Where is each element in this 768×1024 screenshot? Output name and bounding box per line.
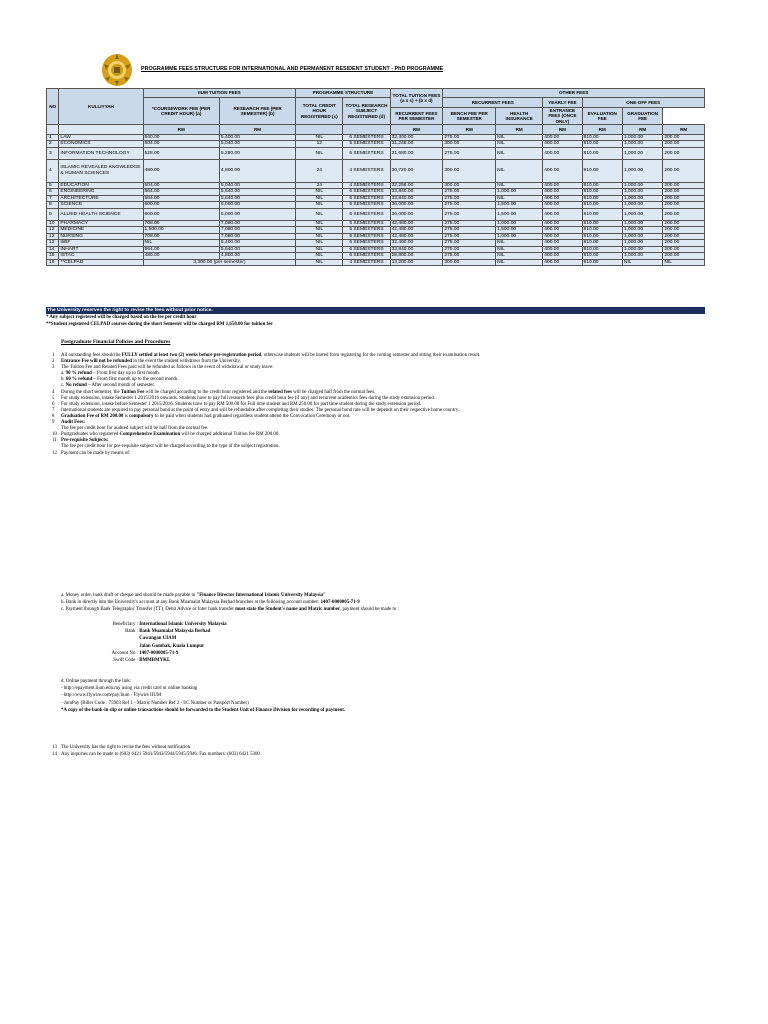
cell-no: 10 (47, 220, 59, 227)
cell-health: 400.00 (543, 134, 582, 141)
cell-coursework-fee: 708.00 (143, 220, 219, 227)
cell-credit-hour: NIL (296, 195, 343, 202)
cell-graduation: 200.00 (663, 227, 705, 234)
cell-research-fee: 5,640.00 (219, 189, 295, 196)
cell-graduation: 200.00 (663, 253, 705, 260)
cell-bench: NIL (496, 134, 543, 141)
policy-item-text: The fee per credit hour for pre-requisite subject will be charged according to the type of the subject registration. (61, 444, 280, 450)
notice-banner: The University reserves the right to revise the fees without prior notice. (46, 307, 705, 314)
cell-bench: NIL (496, 240, 543, 247)
cell-health: 400.00 (543, 227, 582, 234)
cell-recurrent: 300.00 (443, 141, 496, 148)
col-header-credit-hour: TOTAL CREDIT HOUR REGISTERED (c) (296, 98, 343, 125)
cell-health: 400.00 (543, 141, 582, 148)
table-row (47, 259, 705, 266)
cell-kulliyyah: ARCHITECTURE (59, 195, 143, 202)
cell-recurrent: 275.00 (443, 240, 496, 247)
cell-recurrent: 275.00 (443, 220, 496, 227)
currency-label: RM (496, 124, 543, 134)
cell-evaluation: 1,000.00 (622, 233, 662, 240)
cell-kulliyyah: LAW (59, 134, 143, 141)
university-crest-icon (100, 50, 134, 88)
cell-health: 400.00 (543, 220, 582, 227)
col-header-graduation: GRADUATION FEE (622, 108, 662, 125)
cell-graduation: 200.00 (663, 246, 705, 253)
cell-no: 7 (47, 195, 59, 202)
cell-total-tuition: 36,000.00 (390, 202, 443, 209)
cell-tuition-combined: 3,300.00 (per semester) (143, 259, 296, 266)
col-header-research: RESEARCH FEE (PER SEMESTER) (b) (219, 98, 295, 125)
policy-item: 1 All outstanding fees should be FULLY settled at least two (2) weeks before pre-registration period, otherwise students will be barred from registering for the coming semester and sitting their examination result. (52, 353, 481, 358)
col-header-no: NO (47, 89, 59, 125)
cell-research-fee: 6,000.00 (219, 208, 295, 220)
cell-graduation: 200.00 (663, 141, 705, 148)
policy-subitem: a. 90 % refund – From first day up to first month. (61, 371, 160, 377)
cell-graduation: 200.00 (663, 195, 705, 202)
cell-coursework-fee: 708.00 (143, 233, 219, 240)
bank-details (105, 621, 227, 664)
cell-entrance: 810.00 (582, 227, 622, 234)
cell-evaluation: 1,000.00 (622, 246, 662, 253)
cell-research-fee: 5,040.00 (219, 182, 295, 189)
cell-graduation: 200.00 (663, 233, 705, 240)
cell-graduation: 200.00 (663, 134, 705, 141)
cell-coursework-fee: 504.00 (143, 182, 219, 189)
cell-bench: NIL (496, 159, 543, 182)
cell-research-subject: 6 SEMESTERS (343, 246, 390, 253)
cell-research-subject: 6 SEMESTERS (343, 233, 390, 240)
policy-item: 3 The Tuition Fee and Related Fees paid will be refunded as follows in the event of withdrawal or study leave: (52, 365, 274, 371)
cell-entrance: 910.00 (582, 159, 622, 182)
cell-evaluation: 1,000.00 (622, 147, 662, 159)
cell-coursework-fee: 564.00 (143, 189, 219, 196)
cell-no: 3 (47, 147, 59, 159)
payment-method-b: b. Bank in directly into the University's account at any Bank Muamalat Malaysia Berhad branches at the following account number: 1407-0000005-71-9 (61, 600, 360, 606)
policy-item: 5 For study extension, intake Semester 1 2015/2016 onwards. Students have to pay full research fees plus credit hour fee (if any) and recurrent academics fees during the study extension period. (52, 395, 436, 401)
cell-total-tuition: 30,720.00 (390, 159, 443, 182)
currency-label: RM (219, 124, 295, 134)
cell-bench: NIL (496, 253, 543, 260)
table-row (47, 208, 705, 220)
cell-health: 400.00 (543, 240, 582, 247)
cell-health: 400.00 (543, 159, 582, 182)
cell-entrance: 810.00 (582, 220, 622, 227)
cell-credit-hour: NIL (296, 259, 343, 266)
cell-coursework-fee: 528.00 (143, 147, 219, 159)
online-payment-heading: d. Online payment through the link: (61, 679, 132, 684)
cell-no: 16 (47, 259, 59, 266)
cell-research-fee: 5,400.00 (219, 240, 295, 247)
cell-research-subject: 6 SEMESTERS (343, 147, 390, 159)
online-payment (61, 678, 345, 714)
policy-item: 4 During the short semester, the Tuition Fee will be charged according to the credit hour registered and the related fees will be charged half from the normal fees. (52, 389, 376, 395)
policy-subitem: c. No refund – After second month of semester. (61, 383, 155, 389)
cell-bench: 1,000.00 (496, 220, 543, 227)
cell-credit-hour: NIL (296, 253, 343, 260)
cell-research-subject: 6 SEMESTERS (343, 195, 390, 202)
cell-health: 400.00 (543, 202, 582, 209)
col-header-total-tuition: TOTAL TUITION FEES (a x c) + (b x d) (390, 89, 443, 108)
cell-entrance: 810.00 (582, 240, 622, 247)
col-header-kulliyyah: KULLIYYAH (59, 89, 143, 125)
cell-kulliyyah: PHARMACY (59, 220, 143, 227)
cell-recurrent: 275.00 (443, 233, 496, 240)
cell-kulliyyah: **CELPAD (59, 259, 143, 266)
cell-no: 15 (47, 253, 59, 260)
group-header-yearly-fee: YEARLY FEE (543, 98, 582, 108)
policy-item: 7 International students are required to pay personal bond at the point of entry and will be refundable after completing their studies. The personal bond rate will be depends on their respective home country. (52, 407, 460, 413)
bank-swift: Swift Code : BMMBMYKL (113, 657, 171, 663)
fees-table (46, 88, 705, 266)
cell-graduation: 200.00 (663, 240, 705, 247)
cell-recurrent: 275.00 (443, 246, 496, 253)
cell-graduation: 200.00 (663, 220, 705, 227)
cell-credit-hour: 12 (296, 141, 343, 148)
policy-item: 11 Pre-requisite Subjects: (52, 438, 109, 444)
policy-item: 13 The University has the right to revise the fees without notification. (52, 745, 192, 750)
cell-evaluation: 1,000.00 (622, 202, 662, 209)
cell-health: 400.00 (543, 233, 582, 240)
cell-evaluation: 1,000.00 (622, 208, 662, 220)
cell-kulliyyah: INFORMATION TECHNOLOGY (59, 147, 143, 159)
cell-graduation: 200.00 (663, 208, 705, 220)
cell-health: 400.00 (543, 246, 582, 253)
policy-item: 14 Any inquiries can be made to (603) 6421 5941/5943/5944/5945/5946. Fax numbers: (603) 6421 5300 (52, 752, 260, 758)
currency-label: RM (143, 124, 219, 134)
policy-subitem: b. 60 % refund – From first month up to the second month. (61, 377, 179, 383)
cell-total-tuition: 42,480.00 (390, 227, 443, 234)
cell-credit-hour: NIL (296, 202, 343, 209)
cell-research-fee: 4,800.00 (219, 253, 295, 260)
cell-no: 4 (47, 159, 59, 182)
cell-recurrent: 275.00 (443, 208, 496, 220)
cell-research-fee: 5,640.00 (219, 246, 295, 253)
cell-research-subject: 5 SEMESTERS (343, 141, 390, 148)
cell-total-tuition: 42,480.00 (390, 233, 443, 240)
group-header-recurrent-fees: RECURRENT FEES (443, 98, 543, 108)
currency-label: RM (582, 124, 622, 134)
col-header-bench-fee: BENCH FEE PER SEMESTER (443, 108, 496, 125)
cell-research-fee: 6,000.00 (219, 202, 295, 209)
cell-bench: 1,500.00 (496, 202, 543, 209)
policy-item: 6 For study extension, intake before Semester 1 2015/2016. Students have to pay RM 500.00 for Full time student and RM 250.00 for part time student during the study extension period. (52, 401, 422, 407)
policy-item: 8 Graduation Fee of RM 200.00 is compulsory to be paid when students had graduated regardless student attend the Convocation Ceremony or not. (52, 413, 351, 419)
group-header-programme-structure: PROGRAMME STRUCTURE (296, 89, 390, 98)
col-header-recurrent-sem: RECURRENT FEES PER SEMESTER (390, 108, 443, 125)
cell-evaluation: 1,000.00 (622, 253, 662, 260)
footnote-credit-hour: * Any subject registered will be charged based on the fee per credit hour (46, 315, 197, 320)
cell-entrance: 810.00 (582, 202, 622, 209)
cell-credit-hour: NIL (296, 147, 343, 159)
col-header-coursework: *COURSEWORK FEE (PER CREDIT HOUR) (a) (143, 98, 219, 125)
cell-graduation: 200.00 (663, 147, 705, 159)
cell-total-tuition: 32,256.00 (390, 182, 443, 189)
cell-recurrent: 275.00 (443, 253, 496, 260)
cell-entrance: 810.00 (582, 141, 622, 148)
cell-evaluation: NIL (622, 259, 662, 266)
cell-total-tuition: 31,680.00 (390, 147, 443, 159)
cell-bench: 1,500.00 (496, 208, 543, 220)
cell-recurrent: 275.00 (443, 202, 496, 209)
cell-entrance: 810.00 (582, 182, 622, 189)
cell-research-subject: 6 SEMESTERS (343, 253, 390, 260)
currency-label: RM (390, 124, 443, 134)
cell-entrance: 810.00 (582, 147, 622, 159)
cell-research-subject: 6 SEMESTERS (343, 208, 390, 220)
bank-address: Jalan Gombak, Kuala Lumpur (139, 643, 205, 649)
cell-no: 12 (47, 233, 59, 240)
cell-credit-hour: 24 (296, 159, 343, 182)
cell-bench: 1,000.00 (496, 233, 543, 240)
cell-recurrent: 300.00 (443, 159, 496, 182)
cell-kulliyyah: EDUCATION (59, 182, 143, 189)
bank-slip-note: *A copy of the bank-in slip or online transactions should be forwarded to the Student Unit of Finance Division for recording of payment. (61, 707, 346, 713)
cell-graduation: 200.00 (663, 189, 705, 196)
payment-method-c: c. Payment through Bank Telegraphic Transfer (TT), Debit Advice or Inter bank transfer must state the Student's name and Matric number, payment should be made to : (61, 607, 399, 613)
currency-label: RM (663, 124, 705, 134)
cell-credit-hour: NIL (296, 220, 343, 227)
cell-no: 13 (47, 240, 59, 247)
cell-entrance: 810.00 (582, 208, 622, 220)
cell-evaluation: 1,000.00 (622, 227, 662, 234)
cell-bench: NIL (496, 195, 543, 202)
cell-credit-hour: NIL (296, 134, 343, 141)
cell-total-tuition: 33,840.00 (390, 189, 443, 196)
cell-kulliyyah: ENGINEERING (59, 189, 143, 196)
cell-credit-hour: NIL (296, 227, 343, 234)
policy-item: 10 Postgraduates who registered Comprehensive Examination will be charged additional Tuition fee RM 200.00. (52, 432, 280, 438)
cell-coursework-fee: 1,500.00 (143, 227, 219, 234)
cell-entrance: 810.00 (582, 134, 622, 141)
final-policies (46, 744, 260, 758)
footnote-celpad: **Student registered CELPAD courses during the short Semester will be charged RM 1,650.00 for tuition fee (46, 322, 273, 327)
cell-total-tuition: 33,840.00 (390, 246, 443, 253)
cell-coursework-fee: 564.00 (143, 195, 219, 202)
online-jompay: - JomPay (Biller Code : 75903 Ref 1 - Matric Number Ref 2 - I/C Number or Passport Number) (61, 700, 249, 706)
cell-total-tuition: 32,400.00 (390, 240, 443, 247)
policy-heading: Postgraduate Financial Policies and Procedures (61, 339, 171, 345)
cell-kulliyyah: IIiBF (59, 240, 143, 247)
cell-recurrent: 275.00 (443, 195, 496, 202)
cell-bench: 1,500.00 (496, 227, 543, 234)
cell-recurrent: 275.00 (443, 134, 496, 141)
cell-research-subject: 4 SEMESTERS (343, 159, 390, 182)
bank-name: Bank : Bank Muamalat Malaysia Berhad (125, 629, 211, 635)
cell-kulliyyah: ISLAMIC REVEALED KNOWLEDGE & HUMAN SCIENCES (59, 159, 143, 182)
cell-health: 400.00 (543, 147, 582, 159)
cell-entrance: 910.00 (582, 259, 622, 266)
cell-no: 1 (47, 134, 59, 141)
cell-no: 9 (47, 208, 59, 220)
currency-label: RM (622, 124, 662, 134)
cell-total-tuition: 33,840.00 (390, 195, 443, 202)
cell-bench: NIL (496, 147, 543, 159)
policy-list (46, 353, 726, 457)
col-header-entrance: ENTRANCE FEES (ONCE ONLY) (543, 108, 582, 125)
cell-coursework-fee: 480.00 (143, 253, 219, 260)
cell-evaluation: 1,000.00 (622, 182, 662, 189)
cell-recurrent: 275.00 (443, 227, 496, 234)
cell-credit-hour: NIL (296, 233, 343, 240)
cell-bench: NIL (496, 141, 543, 148)
cell-kulliyyah: ISTAC (59, 253, 143, 260)
cell-research-subject: 4 SEMESTERS (343, 182, 390, 189)
cell-coursework-fee: 564.00 (143, 246, 219, 253)
col-header-evaluation: EVALUATION FEE (582, 108, 622, 125)
cell-recurrent: 275.00 (443, 147, 496, 159)
policy-item-text: The fee per credit hour for audited subject will be half from the normal fee. (61, 426, 209, 432)
cell-no: 5 (47, 182, 59, 189)
cell-credit-hour: NIL (296, 189, 343, 196)
cell-research-fee: 7,080.00 (219, 233, 295, 240)
cell-health: 400.00 (543, 259, 582, 266)
currency-label: RM (443, 124, 496, 134)
policy-item: 12 Payment can be made by means of: (52, 450, 131, 456)
bank-branch: Cawangan UIAM (139, 636, 177, 642)
cell-credit-hour: NIL (296, 246, 343, 253)
bank-account: Account No : 1407-0000005-71-9 (111, 650, 179, 656)
cell-graduation: 200.00 (663, 182, 705, 189)
cell-research-subject: 6 SEMESTERS (343, 220, 390, 227)
online-link-flywire[interactable]: - http://www.flywire.com/pay/iium - Flywire IIUM (61, 693, 162, 699)
cell-research-subject: 6 SEMESTERS (343, 227, 390, 234)
policy-item: 2 Entrance Fee will not be refunded in the event the student withdraws from the University. (52, 359, 241, 365)
cell-no: 12 (47, 227, 59, 234)
cell-research-subject: 6 SEMESTERS (343, 134, 390, 141)
payment-methods (61, 592, 399, 614)
cell-credit-hour: NIL (296, 208, 343, 220)
cell-research-subject: 6 SEMESTERS (343, 202, 390, 209)
cell-evaluation: 1,000.00 (622, 240, 662, 247)
cell-recurrent: 300.00 (443, 259, 496, 266)
cell-recurrent: 275.00 (443, 189, 496, 196)
cell-total-tuition: 36,000.00 (390, 208, 443, 220)
cell-coursework-fee: 600.00 (143, 202, 219, 209)
cell-total-tuition: 42,480.00 (390, 220, 443, 227)
cell-bench: NIL (496, 246, 543, 253)
cell-bench: 1,000.00 (496, 189, 543, 196)
cell-research-fee: 4,800.00 (219, 159, 295, 182)
cell-coursework-fee: NIL (143, 240, 219, 247)
cell-entrance: 810.00 (582, 195, 622, 202)
cell-evaluation: 1,000.00 (622, 141, 662, 148)
cell-health: 400.00 (543, 189, 582, 196)
col-header-research-subject: TOTAL RESEARCH SUBJECT REGISTERED (d) (343, 98, 390, 125)
cell-coursework-fee: 504.00 (143, 141, 219, 148)
cell-total-tuition: 32,400.00 (390, 134, 443, 141)
cell-research-fee: 5,400.00 (219, 134, 295, 141)
cell-entrance: 810.00 (582, 189, 622, 196)
cell-health: 400.00 (543, 253, 582, 260)
bank-beneficiary: Beneficiary : International Islamic University Malaysia (112, 622, 227, 627)
cell-coursework-fee: 540.00 (143, 134, 219, 141)
cell-bench: NIL (496, 182, 543, 189)
cell-evaluation: 1,000.00 (622, 134, 662, 141)
cell-evaluation: 1,000.00 (622, 159, 662, 182)
cell-credit-hour: 24 (296, 182, 343, 189)
group-header-other-fees: OTHER FEES (443, 89, 705, 98)
cell-total-tuition: 13,200.00 (390, 259, 443, 266)
cell-recurrent: 300.00 (443, 182, 496, 189)
cell-credit-hour: NIL (296, 240, 343, 247)
cell-entrance: 810.00 (582, 246, 622, 253)
table-row (47, 147, 705, 159)
group-header-one-off-fees: ONE-OFF FEES (582, 98, 704, 108)
cell-bench: NIL (496, 259, 543, 266)
cell-research-fee: 5,640.00 (219, 195, 295, 202)
cell-kulliyyah: MEDICINE (59, 227, 143, 234)
online-link-epayment[interactable]: - http://epayment.iium.edu.my using via credit card or online banking (61, 686, 198, 692)
cell-health: 400.00 (543, 195, 582, 202)
payment-method-a: a. Money order, bank draft or cheque and should be made payable to "Finance Director International Islamic University Malaysia" (61, 593, 326, 598)
cell-kulliyyah: ECONOMICS (59, 141, 143, 148)
cell-entrance: 810.00 (582, 253, 622, 260)
cell-no: 2 (47, 141, 59, 148)
group-header-iium-tuition: IIUM TUITION FEES (143, 89, 296, 98)
cell-health: 400.00 (543, 182, 582, 189)
currency-label: RM (543, 124, 582, 134)
cell-total-tuition: 28,800.00 (390, 253, 443, 260)
cell-research-fee: 7,080.00 (219, 220, 295, 227)
table-row (47, 159, 705, 182)
cell-graduation: 200.00 (663, 159, 705, 182)
cell-research-fee: 5,040.00 (219, 141, 295, 148)
document-title: PROGRAMME FEES STRUCTURE FOR INTERNATIONAL AND PERMANENT RESIDENT STUDENT - PhD PROGRAMME (141, 66, 444, 72)
cell-evaluation: 1,000.00 (622, 189, 662, 196)
cell-evaluation: 1,000.00 (622, 220, 662, 227)
cell-health: 400.00 (543, 208, 582, 220)
cell-no: 14 (47, 246, 59, 253)
cell-kulliyyah: INHART (59, 246, 143, 253)
col-header-health: HEALTH INSURANCE (496, 108, 543, 125)
cell-graduation: 200.00 (663, 202, 705, 209)
cell-total-tuition: 31,248.00 (390, 141, 443, 148)
cell-kulliyyah: SCIENCE (59, 202, 143, 209)
policy-item: 9 Audit Fees: (52, 420, 86, 426)
cell-research-fee: 5,280.00 (219, 147, 295, 159)
cell-research-subject: 6 SEMESTERS (343, 189, 390, 196)
cell-coursework-fee: 480.00 (143, 159, 219, 182)
cell-coursework-fee: 600.00 (143, 208, 219, 220)
fees-table-body (47, 134, 705, 266)
cell-no: 6 (47, 189, 59, 196)
cell-entrance: 810.00 (582, 233, 622, 240)
cell-graduation: NIL (663, 259, 705, 266)
cell-research-subject: 4 SEMESTERS (343, 259, 390, 266)
cell-no: 8 (47, 202, 59, 209)
cell-kulliyyah: NURSING (59, 233, 143, 240)
cell-research-subject: 6 SEMESTERS (343, 240, 390, 247)
cell-research-fee: 7,080.00 (219, 227, 295, 234)
cell-evaluation: 1,000.00 (622, 195, 662, 202)
cell-kulliyyah: ALLIED HEALTH SCIENCE (59, 208, 143, 220)
